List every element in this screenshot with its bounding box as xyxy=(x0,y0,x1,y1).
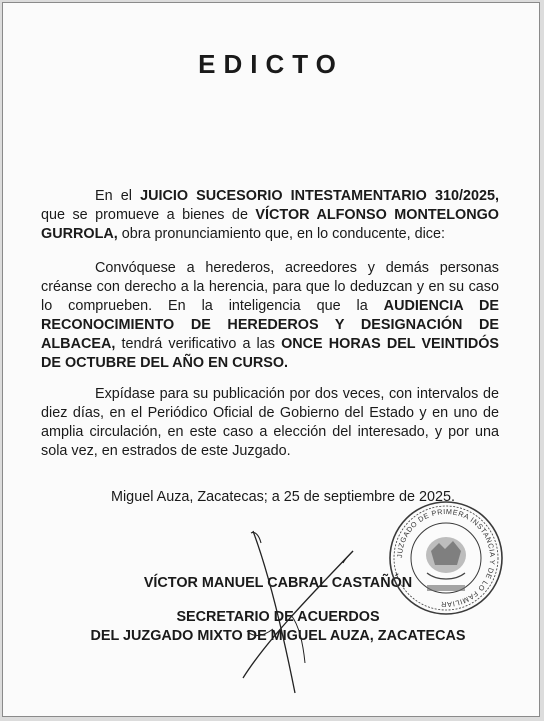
p1-text-c: que se promueve a bienes de xyxy=(41,207,256,223)
court-seal xyxy=(387,499,505,617)
signer-name: VÍCTOR MANUEL CABRAL CASTAÑÓN xyxy=(143,575,413,591)
decedent-name: VÍCTOR ALFONSO MONTELONGO GURROLA, xyxy=(41,207,499,242)
document-title: EDICTO xyxy=(198,49,344,79)
hearing-name: AUDIENCIA DE RECONOCIMIENTO DE HEREDEROS Y DESIGNACIÓN DE ALBACEA, xyxy=(41,298,499,352)
document-page xyxy=(2,2,540,717)
p2-text-c: tendrá verificativo a las xyxy=(115,336,282,352)
signer-role-line2: DEL JUZGADO MIXTO DE MIGUEL AUZA, ZACATECAS xyxy=(90,628,466,644)
p1-text-e: obra pronunciamiento que, en lo conducente, dice: xyxy=(117,226,445,242)
signer-role-line1: SECRETARIO DE ACUERDOS xyxy=(176,609,380,625)
hearing-time: ONCE HORAS DEL VEINTIDÓS DE OCTUBRE DEL AÑO EN CURSO. xyxy=(41,336,500,371)
paragraph-publication: Expídase para su publicación por dos veces, con intervalos de diez días, en el Periódico Oficial de Gobierno del Estado y en uno de amplia circulación, en este caso a elección del interesado, y por una sola vez, en estrados de este Juzgado. xyxy=(41,386,499,459)
p1-text-a: En el xyxy=(95,188,141,204)
case-number: JUICIO SUCESORIO INTESTAMENTARIO 310/2025, xyxy=(140,188,499,204)
seal-text: JUZGADO DE PRIMERA INSTANCIA Y DE LO FAMILIAR xyxy=(394,506,498,610)
p2-text-a: Convóquese a herederos, acreedores y demás personas créanse con derecho a la herencia, para que lo deduzcan y en su caso lo comprueben. En la inteligencia que la xyxy=(41,260,499,314)
place-date: Miguel Auza, Zacatecas; a 25 de septiembre de 2025. xyxy=(111,489,455,505)
